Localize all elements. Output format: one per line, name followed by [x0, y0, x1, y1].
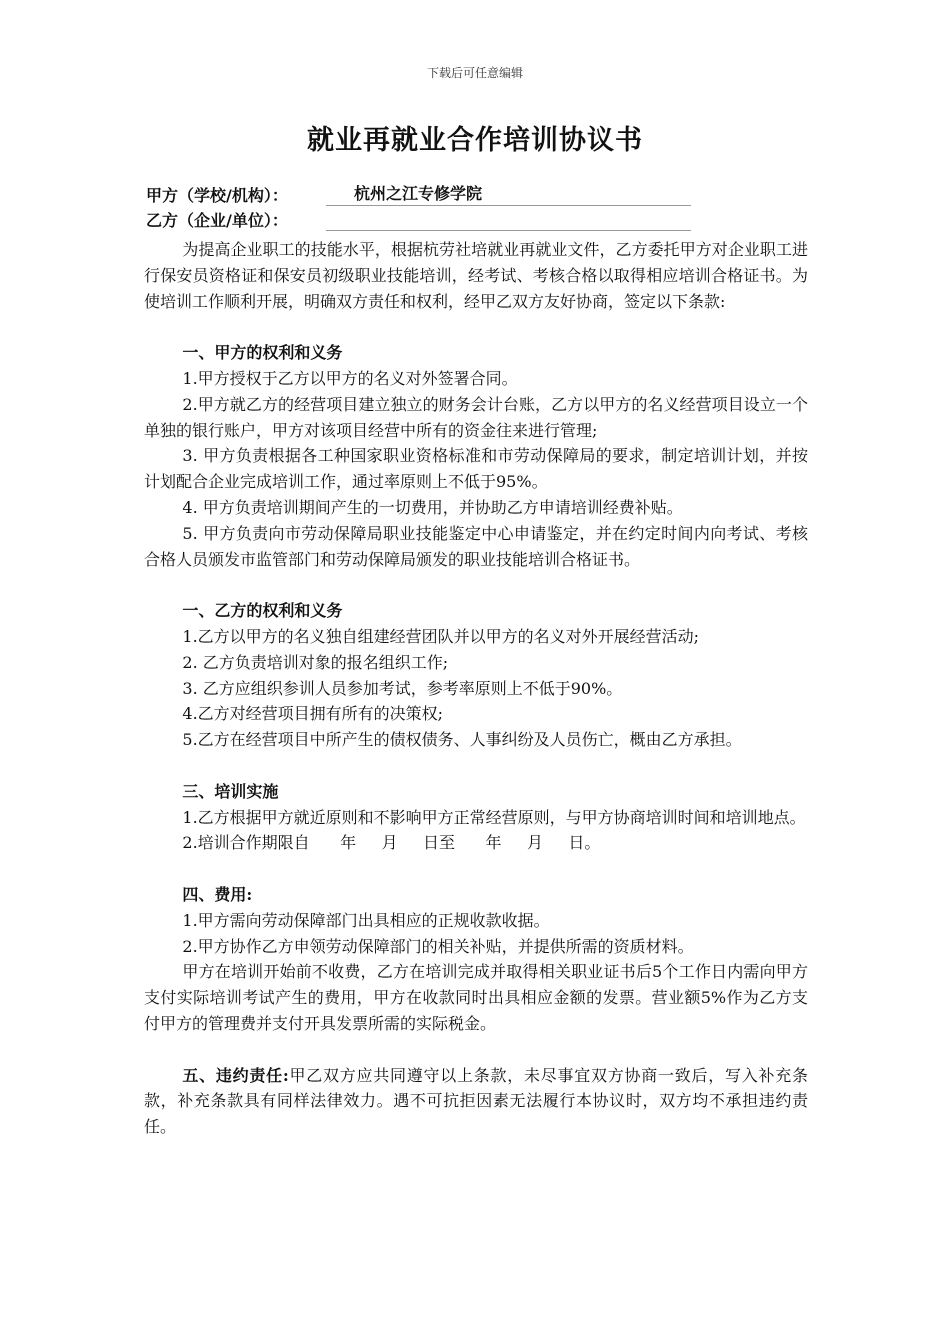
section-4-item: 1.甲方需向劳动保障部门出具相应的正规收款收据。	[182, 910, 550, 930]
section-1-item: 3. 甲方负责根据各工种国家职业资格标准和市劳动保障局的要求，制定培训计划，并按计划配合企业完成培训工作，通过率原则上不低于95%。	[144, 446, 808, 492]
section-2-item: 3. 乙方应组织参训人员参加考试，参考率原则上不低于90%。	[182, 678, 623, 698]
intro-paragraph: 为提高企业职工的技能水平，根据杭劳社培就业再就业文件，乙方委托甲方对企业职工进行保安员资格证和保安员初级职业技能培训，经考试、考核合格以取得相应培训合格证书。为使培训工作顺利开展，明确双方责任和权利，经甲乙双方友好协商，签定以下条款:	[144, 240, 808, 311]
section-2-item: 4.乙方对经营项目拥有所有的决策权;	[182, 704, 444, 724]
document-body	[144, 237, 808, 1140]
party-a-value: 杭州之江专修学院	[326, 184, 691, 206]
section-4-item: 2.甲方协作乙方申领劳动保障部门的相关补贴，并提供所需的资质材料。	[182, 936, 694, 956]
page-header: 下载后可任意编辑	[426, 66, 523, 80]
section-5-heading: 五、违约责任:	[182, 1065, 289, 1085]
section-5-text: 甲乙双方应共同遵守以上条款，未尽事宜双方协商一致后，写入补充条款，补充条款具有同样法律效力。遇不可抗拒因素无法履行本协议时，双方均不承担违约责任。	[144, 1065, 808, 1137]
section-1-item: 5. 甲方负责向市劳动保障局职业技能鉴定中心申请鉴定，并在约定时间内向考试、考核合格人员颁发市监管部门和劳动保障局颁发的职业技能培训合格证书。	[144, 523, 808, 569]
section-1-item: 1.甲方授权于乙方以甲方的名义对外签署合同。	[182, 368, 518, 388]
section-1-heading: 一、甲方的权利和义务	[182, 343, 343, 363]
party-a-label: 甲方（学校/机构）：	[146, 186, 288, 205]
section-1-item: 2.甲方就乙方的经营项目建立独立的财务会计台账，乙方以甲方的名义经营项目设立一个单独的银行账户，甲方对该项目经营中所有的资金往来进行管理;	[144, 394, 808, 440]
party-b-row	[146, 205, 691, 231]
section-5-paragraph	[144, 1063, 808, 1140]
party-b-value	[326, 209, 691, 231]
section-3-item: 1.乙方根据甲方就近原则和不影响甲方正常经营原则，与甲方协商培训时间和培训地点。	[182, 807, 806, 827]
training-period-line	[144, 830, 808, 856]
section-2-item: 5.乙方在经营项目中所产生的债权债务、人事纠纷及人员伤亡，概由乙方承担。	[182, 730, 742, 750]
section-1-item: 4. 甲方负责培训期间产生的一切费用，并协助乙方申请培训经费补贴。	[182, 497, 683, 517]
party-a-row	[146, 180, 691, 206]
section-4-item: 甲方在培训开始前不收费，乙方在培训完成并取得相关职业证书后5个工作日内需向甲方支付实际培训考试产生的费用，甲方在收款同时出具相应金额的发票。营业额5%作为乙方支付甲方的管理费并支付开具发票所需的实际税金。	[144, 962, 808, 1033]
section-2-item: 1.乙方以甲方的名义独自组建经营团队并以甲方的名义对外开展经营活动;	[182, 626, 700, 646]
section-2-item: 2. 乙方负责培训对象的报名组织工作;	[182, 652, 449, 672]
training-period-text: 2.培训合作期限自 年 月 日至 年 月 日。	[182, 833, 601, 853]
section-3-heading: 三、培训实施	[182, 781, 279, 801]
party-b-label: 乙方（企业/单位）：	[146, 211, 288, 230]
section-4-heading: 四、费用:	[182, 884, 253, 904]
section-2-heading: 一、乙方的权利和义务	[182, 601, 343, 621]
document-title: 就业再就业合作培训协议书	[307, 125, 643, 156]
